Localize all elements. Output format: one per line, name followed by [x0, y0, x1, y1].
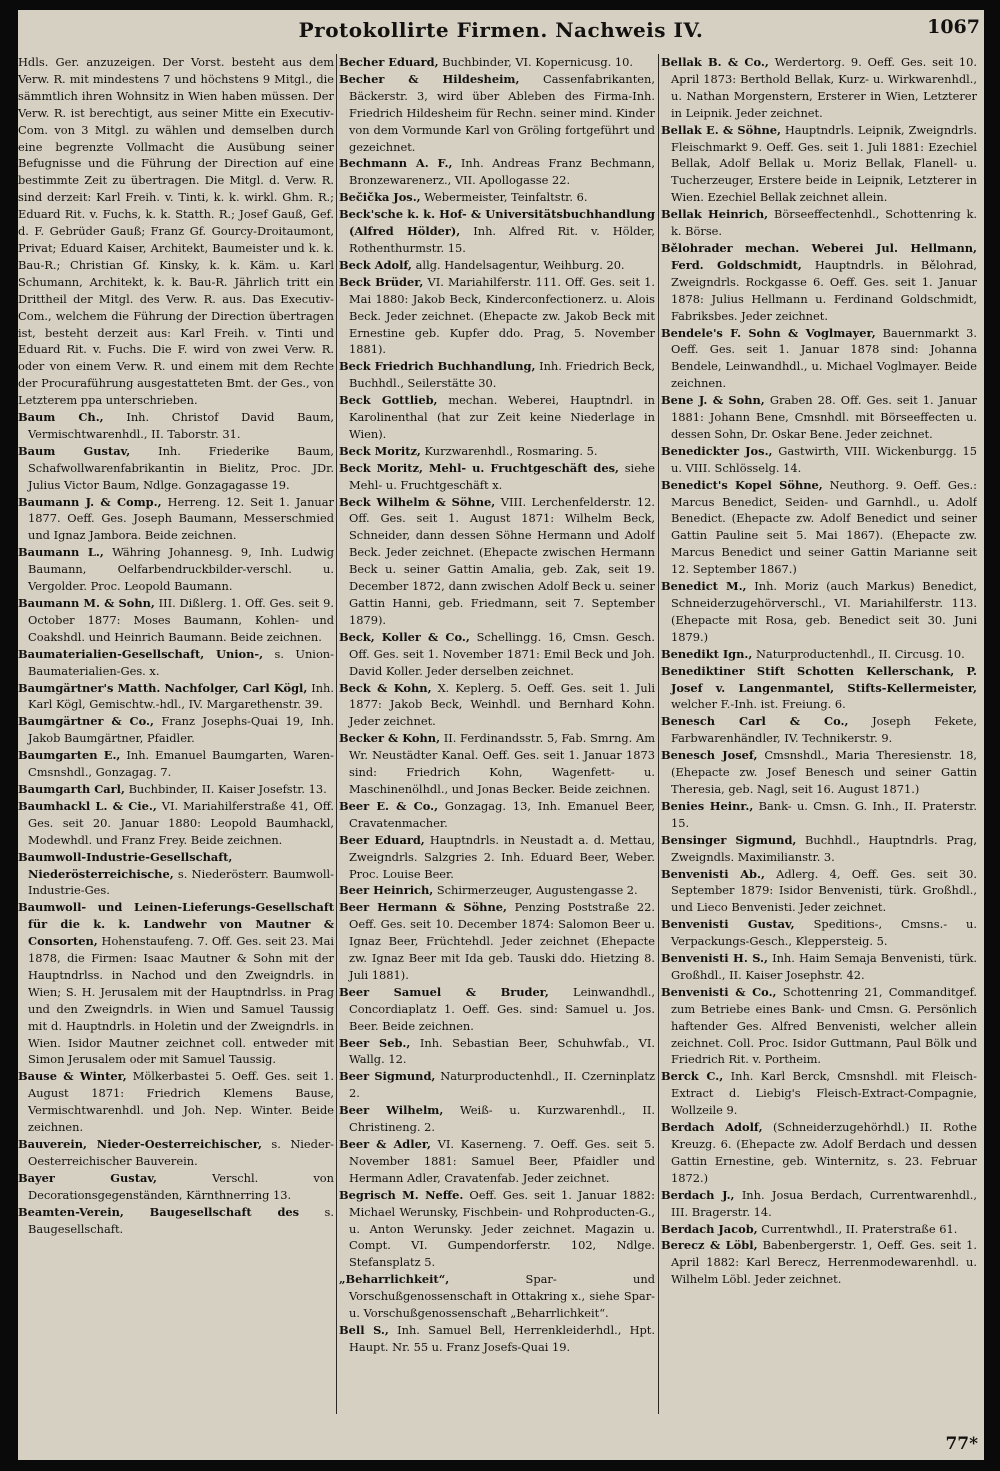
- firm-name: Baumgarten E.,: [18, 748, 121, 763]
- entry-text: Hohenstaufeng. 7. Off. Ges. seit 23. Mai 1878, die Firmen: Isaac Mautner & Sohn mit der Hauptndrlss. in Nachod und den Zweigndrls. in Wien; S. H. Jerusalem mit der Hauptndrlss. in Prag und den Zweigndrls. in Wien und Samuel Taussig mit d. Hauptndrls. in Holetin und der Zweigndrls. in Wien. Isidor Mautner zeichnet coll. entweder mit Simon Jerusalem oder mit Samuel Taussig.: [28, 934, 334, 1067]
- firm-name: Bauverein, Nieder-Oesterreichischer,: [18, 1137, 262, 1151]
- entry-text: Penzing Poststraße 22. Oeff. Ges. seit 10. December 1874: Salomon Beer u. Ignaz Beer, Früchtehdl. Jeder zeichnet (Ehepacte zw. Ignaz Beer mit Ida geb. Tauski ddo. Hietzing 8. Juli 1881).: [349, 900, 655, 982]
- directory-entry: [339, 274, 655, 359]
- directory-entry: [661, 950, 977, 984]
- page-number: 1067: [927, 16, 980, 38]
- directory-entry: [339, 1068, 655, 1102]
- directory-entry: [18, 544, 334, 595]
- entry-text: Schellingg. 16, Cmsn. Gesch. Off. Ges. seit 1. November 1871: Emil Beck und Joh. David Koller. Jeder derselben zeichnet.: [349, 629, 655, 678]
- entry-text: Franz Josephs-Quai 19, Inh. Jakob Baumgärtner, Pfaidler.: [28, 714, 334, 746]
- directory-entry: [339, 54, 655, 71]
- entry-text: Schirmerzeuger, Augustengasse 2.: [436, 883, 638, 898]
- firm-name: Baumann J. & Comp.,: [18, 494, 162, 509]
- entry-text: s. Baugesellschaft.: [28, 1204, 334, 1236]
- directory-entry: [661, 984, 977, 1069]
- entry-text: Schottenring 21, Commanditgef. zum Betriebe eines Bank- und Cmsn. G. Persönlich haftender Ges. Alfred Benvenisti, welcher allein zeichnet. Coll. Proc. Isidor Guttmann, Paul Bölk und Friedrich Rit. v. Portheim.: [671, 984, 977, 1067]
- firm-name: Beer & Adler,: [339, 1137, 431, 1151]
- entry-text: Neuthorg. 9. Oeff. Ges.: Marcus Benedict, Seiden- und Garnhdl., u. Adolf Benedict. (Ehepacte zw. Adolf Benedict und seiner Gattin Pauline seit 5. Mai 1867). (Ehepacte zw. Marcus Benedict und seiner Gattin Marianne seit 12. September 1867.): [671, 477, 977, 577]
- directory-entry: [18, 1170, 334, 1204]
- directory-entry: [661, 1119, 977, 1187]
- firm-name: Bause & Winter,: [18, 1069, 127, 1084]
- firm-name: Beer Wilhelm,: [339, 1103, 444, 1118]
- entry-text: Inh. Karl Berck, Cmsnshdl. mit Fleisch-Extract d. Liebig's Fleisch-Extract-Compagnie, Wollzeile 9.: [671, 1069, 977, 1118]
- directory-entry: [18, 849, 334, 900]
- firm-name: Beck, Koller & Co.,: [339, 629, 470, 644]
- firm-name: Baumann L.,: [18, 545, 104, 560]
- firm-name: Berdach J.,: [661, 1187, 735, 1202]
- directory-entry: [661, 798, 977, 832]
- directory-entry: [339, 1187, 655, 1272]
- entry-text: Joseph Fekete, Farbwarenhändler, IV. Technikerstr. 9.: [671, 714, 977, 746]
- firm-name: Beer E. & Co.,: [339, 798, 439, 813]
- directory-entry: [661, 646, 977, 663]
- firm-name: Baumhackl L. & Cie.,: [18, 798, 157, 813]
- entry-text: mechan. Weberei, Hauptndrl. in Karolinenthal (hat zur Zeit keine Niederlage in Wien).: [349, 393, 655, 441]
- firm-name: Beck Moritz,: [339, 443, 421, 458]
- firm-name: Berdach Adolf,: [661, 1120, 763, 1135]
- entry-text: allg. Handelsagentur, Weihburg. 20.: [415, 257, 625, 272]
- entry-text: Inh. Karl Kögl, Gemischtw.-hdl., IV. Margarethenstr. 39.: [28, 680, 334, 712]
- firm-name: Beer Seb.,: [339, 1035, 411, 1050]
- directory-entry: [661, 240, 977, 325]
- column-2: [339, 54, 655, 1416]
- entry-text: Inh. Christof David Baum, Vermischtwarenhdl., II. Taborstr. 31.: [28, 410, 334, 441]
- page-header: [18, 10, 984, 54]
- directory-entry: [18, 54, 334, 409]
- entry-text: Inh. Samuel Bell, Herrenkleiderhdl., Hpt. Haupt. Nr. 55 u. Franz Josefs-Quai 19.: [349, 1322, 655, 1354]
- firm-name: Baumgarth Carl,: [18, 781, 125, 796]
- firm-name: Benesch Josef,: [661, 748, 758, 763]
- firm-name: Bechmann A. F.,: [339, 156, 453, 171]
- directory-entry: [661, 866, 977, 917]
- entry-text: Inh. Alfred Rit. v. Hölder, Rothenthurmstr. 15.: [349, 224, 655, 255]
- firm-name: Benvenisti H. S.,: [661, 951, 768, 966]
- firm-name: Beck & Kohn,: [339, 680, 432, 695]
- entry-text: X. Keplerg. 5. Oeff. Ges. seit 1. Juli 1877: Jakob Beck, Weinhdl. und Bernhard Kohn. Jeder zeichnet.: [349, 680, 655, 729]
- firm-name: Benvenisti & Co.,: [661, 984, 777, 999]
- directory-entry: [661, 1237, 977, 1288]
- directory-entry: [661, 477, 977, 578]
- firm-name: Bensinger Sigmund,: [661, 832, 797, 847]
- firm-name: Bendele's F. Sohn & Voglmayer,: [661, 325, 876, 340]
- directory-entry: [339, 494, 655, 629]
- entry-text: s. Union-Baumaterialien-Ges. x.: [28, 646, 334, 678]
- firm-name: Baumwoll-Industrie-Gesellschaft, Niederösterreichische,: [18, 849, 233, 881]
- directory-entry: [339, 1035, 655, 1069]
- entry-text: Währing Johannesg. 9, Inh. Ludwig Baumann, Oelfarbendruckbilder-verschl. u. Vergolder. Proc. Leopold Baumann.: [28, 545, 334, 594]
- entry-text: VIII. Lerchenfelderstr. 12. Off. Ges. seit 1. August 1871: Wilhelm Beck, Schneider, dann dessen Söhne Hermann und Adolf Beck. Jeder zeichnet. (Ehepacte zwischen Hermann Beck u. seiner Gattin Amalia, geb. Zak, seit 19. December 1872, dann zwischen Adolf Beck u. seiner Gattin Hanni, geb. Friedmann, seit 7. September 1879).: [349, 494, 655, 627]
- sheet-mark: 77*: [945, 1434, 978, 1454]
- entry-text: VI. Mariahilferstraße 41, Off. Ges. seit 20. Januar 1880: Leopold Baumhackl, Modewhdl. und Franz Frey. Beide zeichnen.: [28, 798, 334, 847]
- directory-entry: [339, 1136, 655, 1187]
- firm-name: Benedikt Ign.,: [661, 646, 753, 661]
- firm-name: Beck Moritz, Mehl- u. Fruchtgeschäft des,: [339, 460, 620, 475]
- directory-entry: [339, 680, 655, 731]
- directory-entry: [18, 899, 334, 1068]
- directory-entry: [661, 713, 977, 747]
- entry-text: Speditions-, Cmsns.- u. Verpackungs-Gesch., Kleppersteig. 5.: [671, 917, 977, 949]
- entry-text: Börseeffectenhdl., Schottenring k. k. Börse.: [671, 207, 977, 239]
- directory-entry: [339, 1102, 655, 1136]
- directory-entry: [661, 578, 977, 646]
- entry-text: Cassenfabrikanten, Bäckerstr. 3, wird über Ableben des Firma-Inh. Friedrich Hildesheim für Rechn. seiner mind. Kinder von dem Vormunde Karl von Gröling fortgeführt und gezeichnet.: [349, 71, 655, 154]
- directory-entry: [18, 1068, 334, 1136]
- firm-name: Becher & Hildesheim,: [339, 71, 520, 86]
- entry-text: welcher F.-Inh. ist. Freiung. 6.: [671, 697, 846, 712]
- entry-text: Inh. Moriz (auch Markus) Benedict, Schneiderzugehörverschl., VI. Mariahilferstr. 113. (Ehepacte mit Rosa, geb. Benedict seit 30. Juni 1879.): [671, 579, 977, 644]
- entry-text: Cmsnshdl., Maria Theresienstr. 18, (Ehepacte zw. Josef Benesch und seiner Gattin Theresia, geb. Nagl, seit 16. August 1871.): [671, 748, 977, 796]
- directory-entry: [18, 781, 334, 798]
- firm-name: Benesch Carl & Co.,: [661, 714, 849, 729]
- directory-entry: [18, 747, 334, 781]
- entry-text: Gastwirth, VIII. Wickenburgg. 15 u. VIII. Schlösselg. 14.: [671, 443, 977, 475]
- directory-entry: [661, 747, 977, 798]
- entry-text: Inh. Friedrich Beck, Buchhdl., Seilerstätte 30.: [349, 359, 655, 391]
- directory-entry: [339, 798, 655, 832]
- entry-text: Verschl. von Decorationsgegenständen, Kärnthnerring 13.: [28, 1170, 334, 1202]
- firm-name: Beck Gottlieb,: [339, 393, 438, 408]
- entry-text: Currentwhdl., II. Praterstraße 61.: [761, 1221, 958, 1236]
- entry-text: Inh. Sebastian Beer, Schuhwfab., VI. Wallg. 12.: [349, 1035, 655, 1067]
- entry-text: Bank- u. Cmsn. G. Inh., II. Praterstr. 15.: [671, 798, 977, 830]
- entry-text: Leinwandhdl., Concordiaplatz 1. Oeff. Ges. sind: Samuel u. Jos. Beer. Beide zeichnen.: [349, 984, 655, 1033]
- directory-entry: [339, 460, 655, 494]
- entry-text: Inh. Andreas Franz Bechmann, Bronzewarenerz., VII. Apollogasse 22.: [349, 156, 655, 188]
- firm-name: Becher Eduard,: [339, 55, 439, 69]
- directory-entry: [18, 1204, 334, 1238]
- directory-entry: [339, 899, 655, 984]
- firm-name: Bělohrader mechan. Weberei Jul. Hellmann, Ferd. Goldschmidt,: [661, 240, 977, 272]
- entry-text: Mölkerbastei 5. Oeff. Ges. seit 1. August 1871: Friedrich Klemens Bause, Vermischtwarenhdl. und Joh. Nep. Winter. Beide zeichnen.: [28, 1069, 334, 1135]
- directory-entry: [339, 358, 655, 392]
- directory-entry: [18, 409, 334, 443]
- firm-name: Begrisch M. Neffe.: [339, 1187, 464, 1202]
- column-rule: [336, 54, 337, 1414]
- entry-text: Inh. Haim Semaja Benvenisti, türk. Großhdl., II. Kaiser Josephstr. 42.: [671, 951, 977, 982]
- entry-text: Herreng. 12. Seit 1. Januar 1877. Oeff. Ges. Joseph Baumann, Messerschmied und Ignaz Jambora. Beide zeichnen.: [28, 494, 334, 543]
- entry-text: Kurzwarenhdl., Rosmaring. 5.: [424, 443, 598, 458]
- entry-text: Hauptndrls. Leipnik, Zweigndrls. Fleischmarkt 9. Oeff. Ges. seit 1. Juli 1881: Ezechiel Bellak, Adolf Bellak u. Moriz Bellak, Flanell- u. Tucherzeuger, Erstere beide in Leipnik, Letzterer in Wien. Ezechiel Bellak zeichnet allein.: [671, 122, 977, 205]
- directory-entry: [18, 798, 334, 849]
- directory-entry: [18, 680, 334, 714]
- firm-name: Beck'sche k. k. Hof- & Universitätsbuchhandlung (Alfred Hölder),: [339, 207, 655, 239]
- firm-name: Beck Brüder,: [339, 274, 424, 289]
- directory-entry: [339, 155, 655, 189]
- directory-entry: [339, 257, 655, 274]
- directory-entry: [18, 595, 334, 646]
- directory-entry: [18, 494, 334, 545]
- firm-name: Berdach Jacob,: [661, 1221, 758, 1236]
- firm-name: Benvenisti Ab.,: [661, 866, 765, 881]
- directory-entry: [661, 1068, 977, 1119]
- entry-text: Babenbergerstr. 1, Oeff. Ges. seit 1. April 1882: Karl Berecz, Herrenmodewarenhdl. u. Wilhelm Löbl. Jeder zeichnet.: [671, 1238, 977, 1287]
- directory-entry: [339, 189, 655, 206]
- entry-text: Weiß- u. Kurzwarenhdl., II. Christineng. 2.: [349, 1103, 655, 1135]
- directory-entry: [339, 730, 655, 798]
- firm-name: Bellak B. & Co.,: [661, 55, 769, 69]
- directory-entry: [661, 325, 977, 393]
- directory-entry: [339, 1271, 655, 1322]
- entry-text: Inh. Josua Berdach, Currentwarenhdl., III. Bragerstr. 14.: [671, 1187, 977, 1219]
- firm-name: Baumgärtner & Co.,: [18, 714, 154, 729]
- running-head-title: Protokollirte Firmen. Nachweis IV.: [298, 18, 704, 42]
- directory-entry: [661, 832, 977, 866]
- directory-entry: [339, 832, 655, 883]
- firm-name: Beer Samuel & Bruder,: [339, 984, 549, 999]
- entry-text: Hauptndrls. in Bělohrad, Zweigndrls. Rockgasse 6. Oeff. Ges. seit 1. Januar 1878: Julius Hellmann u. Ferdinand Goldschmidt, Fabriksbes. Jeder zeichnet.: [671, 257, 977, 323]
- entry-text: Adlerg. 4, Oeff. Ges. seit 30. September 1879: Isidor Benvenisti, türk. Großhdl., und Lieco Benvenisti. Jeder zeichnet.: [671, 866, 977, 915]
- entry-text: VI. Mariahilferstr. 111. Off. Ges. seit 1. Mai 1880: Jakob Beck, Kinderconfectionerz. u. Alois Beck. Jeder zeichnet. (Ehepacte zw. Jakob Beck mit Ernestine geb. Kupfer ddo. Prag, 5. November 1881).: [349, 274, 655, 357]
- firm-name: Becker & Kohn,: [339, 731, 441, 746]
- firm-name: Benedickter Jos.,: [661, 443, 773, 458]
- firm-name: Bellak Heinrich,: [661, 207, 769, 222]
- firm-name: Benedict's Kopel Söhne,: [661, 477, 823, 492]
- firm-name: Bene J. & Sohn,: [661, 393, 765, 408]
- firm-name: Beamten-Verein, Baugesellschaft des: [18, 1204, 300, 1219]
- firm-name: Benies Heinr.,: [661, 798, 754, 813]
- firm-name: Baumaterialien-Gesellschaft, Union-,: [18, 646, 264, 661]
- entry-text: Gonzagag. 13, Inh. Emanuel Beer, Cravatenmacher.: [349, 798, 655, 830]
- entry-text: Buchbinder, II. Kaiser Josefstr. 13.: [128, 781, 327, 796]
- directory-entry: [661, 1221, 977, 1238]
- firm-name: Baumann M. & Sohn,: [18, 596, 155, 610]
- firm-name: Beer Heinrich,: [339, 883, 434, 898]
- entry-text: Inh. Emanuel Baumgarten, Waren-Cmsnshdl., Gonzagag. 7.: [28, 748, 334, 780]
- directory-entry: [339, 71, 655, 156]
- directory-entry: [18, 443, 334, 494]
- directory-entry: [339, 1322, 655, 1356]
- entry-text: Hauptndrls. in Neustadt a. d. Mettau, Zweigndrls. Salzgries 2. Inh. Eduard Beer, Weber. Proc. Louise Beer.: [349, 832, 655, 881]
- firm-name: Baumgärtner's Matth. Nachfolger, Carl Kögl,: [18, 680, 308, 695]
- directory-entry: [339, 206, 655, 257]
- directory-entry: [18, 1136, 334, 1170]
- firm-name: Beck Friedrich Buchhandlung,: [339, 359, 536, 374]
- firm-name: Beer Sigmund,: [339, 1069, 436, 1084]
- entry-text: s. Nieder-Oesterreichischer Bauverein.: [28, 1137, 334, 1168]
- directory-entry: [661, 443, 977, 477]
- entry-text: Inh. Friederike Baum, Schafwollwarenfabrikantin in Bielitz, Proc. JDr. Julius Victor Baum, Ndlge. Gonzagagasse 19.: [28, 443, 334, 492]
- entry-text: Naturproductenhdl., II. Czerninplatz 2.: [349, 1069, 655, 1101]
- directory-entry: [661, 663, 977, 714]
- entry-text: Naturproductenhdl., II. Circusg. 10.: [755, 646, 965, 661]
- directory-entry: [339, 629, 655, 680]
- entry-text: Spar- und Vorschußgenossenschaft in Ottakring x., siehe Spar- u. Vorschußgenossenschaft „Beharrlichkeit“.: [349, 1272, 655, 1321]
- directory-entry: [339, 984, 655, 1035]
- firm-name: Bell S.,: [339, 1322, 389, 1337]
- directory-entry: [661, 206, 977, 240]
- entry-text: II. Ferdinandsstr. 5, Fab. Smrng. Am Wr. Neustädter Kanal. Oeff. Ges. seit 1. Januar 1873 sind: Friedrich Kohn, Wagenfett- u. Maschinenölhdl., und Jonas Becker. Beide zeichnen.: [349, 731, 655, 796]
- firm-name: Bečička Jos.,: [339, 190, 421, 205]
- column-rule: [658, 54, 659, 1414]
- firm-name: Berck C.,: [661, 1069, 724, 1084]
- column-1: [18, 54, 334, 1416]
- directory-entry: [661, 122, 977, 207]
- column-3: [661, 54, 977, 1416]
- entry-text: Oeff. Ges. seit 1. Januar 1882: Michael Werunsky, Fischbein- und Rohproducten-G., u. Anton Werunsky. Jeder zeichnet. Magazin u. Compt. VI. Gumpendorferstr. 102, Ndlge. Stefansplatz 5.: [349, 1187, 655, 1270]
- directory-entry: [18, 646, 334, 680]
- firm-name: Benvenisti Gustav,: [661, 917, 795, 932]
- directory-entry: [661, 54, 977, 122]
- entry-text: Hdls. Ger. anzuzeigen. Der Vorst. besteht aus dem Verw. R. mit mindestens 7 und höchstens 9 Mitgl., die sämmtlich ihren Wohnsitz in Wien haben müssen. Der Verw. R. ist berechtigt, aus seiner Mitte ein Executiv-Com. von 3 Mitgl. zu wählen und demselben durch eine begrenzte Vollmacht die Ausübung seiner Befugnisse und die Führung der Direction auf eine bestimmte Zeit zu übertragen. Die Mitgl. d. Verw. R. sind derzeit: Karl Freih. v. Tinti, k. k. wirkl. Ghm. R.; Eduard Rit. v. Fuchs, k. k. Statth. R.; Josef Gauß, Gef. d. F. Gebrüder Gauß; Franz Gf. Gourcy-Droitaumont, Privat; Eduard Kaiser, Architekt, Baumeister und k. k. Bau-R.; Christian Gf. Kinsky, k. k. Käm. u. Karl Schumann, Architekt, k. k. Bau-R. Jährlich tritt ein Drittheil der Mitgl. des Verw. R. aus. Das Executiv-Com., welchem die Führung der Direction übertragen ist, besteht derzeit aus: Karl Freih. v. Tinti und Eduard Rit. v. Fuchs. Die F. wird von zwei Verw. R. oder von einem Verw. R. und einem mit dem Rechte der Procuraführung ausgestatteten Bmt. der Ges., von Letzterem ppa unterschrieben.: [18, 55, 334, 408]
- firm-name: Baum Gustav,: [18, 443, 131, 458]
- firm-name: „Beharrlichkeit“,: [339, 1272, 450, 1287]
- firm-name: Bayer Gustav,: [18, 1170, 158, 1185]
- firm-name: Beck Wilhelm & Söhne,: [339, 494, 496, 509]
- entry-text: Buchhdl., Hauptndrls. Prag, Zweigndls. Maximilianstr. 3.: [671, 832, 977, 864]
- firm-name: Berecz & Löbl,: [661, 1238, 758, 1253]
- entry-text: III. Dißlerg. 1. Off. Ges. seit 9. October 1877: Moses Baumann, Kohlen- und Coakshdl. und Heinrich Baumann. Beide zeichnen.: [28, 596, 334, 644]
- entry-text: Buchbinder, VI. Kopernicusg. 10.: [442, 55, 634, 69]
- entry-text: siehe Mehl- u. Fruchtgeschäft x.: [349, 460, 655, 492]
- directory-entry: [661, 916, 977, 950]
- directory-entry: [339, 882, 655, 899]
- entry-text: Bauernmarkt 3. Oeff. Ges. seit 1. Januar 1878 sind: Johanna Bendele, Leinwandhdl., u. Michael Voglmayer. Beide zeichnen.: [671, 325, 977, 391]
- entry-text: VI. Kaserneng. 7. Oeff. Ges. seit 5. November 1881: Samuel Beer, Pfaidler und Hermann Adler, Cravatenfab. Jeder zeichnet.: [349, 1137, 655, 1185]
- entry-text: Graben 28. Off. Ges. seit 1. Januar 1881: Johann Bene, Cmsnhdl. mit Börseeffecten u. dessen Sohn, Dr. Oskar Bene. Jeder zeichnet.: [671, 393, 977, 441]
- firm-name: Benedict M.,: [661, 579, 747, 594]
- entry-text: Werdertorg. 9. Oeff. Ges. seit 10. April 1873: Berthold Bellak, Kurz- u. Wirkwarenhdl., u. Nathan Morgenstern, Ersterer in Wien, Letzterer in Leipnik. Jeder zeichnet.: [671, 55, 977, 120]
- entry-text: s. Niederösterr. Baumwoll-Industrie-Ges.: [28, 866, 334, 898]
- firm-name: Beer Eduard,: [339, 832, 425, 847]
- directory-entry: [661, 392, 977, 443]
- directory-entry: [339, 392, 655, 443]
- directory-page: [18, 10, 984, 1460]
- firm-name: Beck Adolf,: [339, 257, 413, 272]
- firm-name: Beer Hermann & Söhne,: [339, 900, 507, 915]
- firm-name: Bellak E. & Söhne,: [661, 122, 781, 137]
- firm-name: Baum Ch.,: [18, 410, 104, 425]
- firm-name: Baumwoll- und Leinen-Lieferungs-Gesellschaft für die k. k. Landwehr von Mautner & Consorten,: [18, 900, 334, 949]
- entry-text: Webermeister, Teinfaltstr. 6.: [424, 190, 588, 205]
- directory-entry: [661, 1187, 977, 1221]
- firm-name: Benediktiner Stift Schotten Kellerschank, P. Josef v. Langenmantel, Stifts-Kellermeister,: [661, 663, 977, 695]
- directory-entry: [18, 713, 334, 747]
- entry-text: (Schneiderzugehörhdl.) II. Rothe Kreuzg. 6. (Ehepacte zw. Adolf Berdach und dessen Gattin Ernestine, geb. Winternitz, s. 23. Februar 1872.): [671, 1120, 977, 1185]
- directory-entry: [339, 443, 655, 460]
